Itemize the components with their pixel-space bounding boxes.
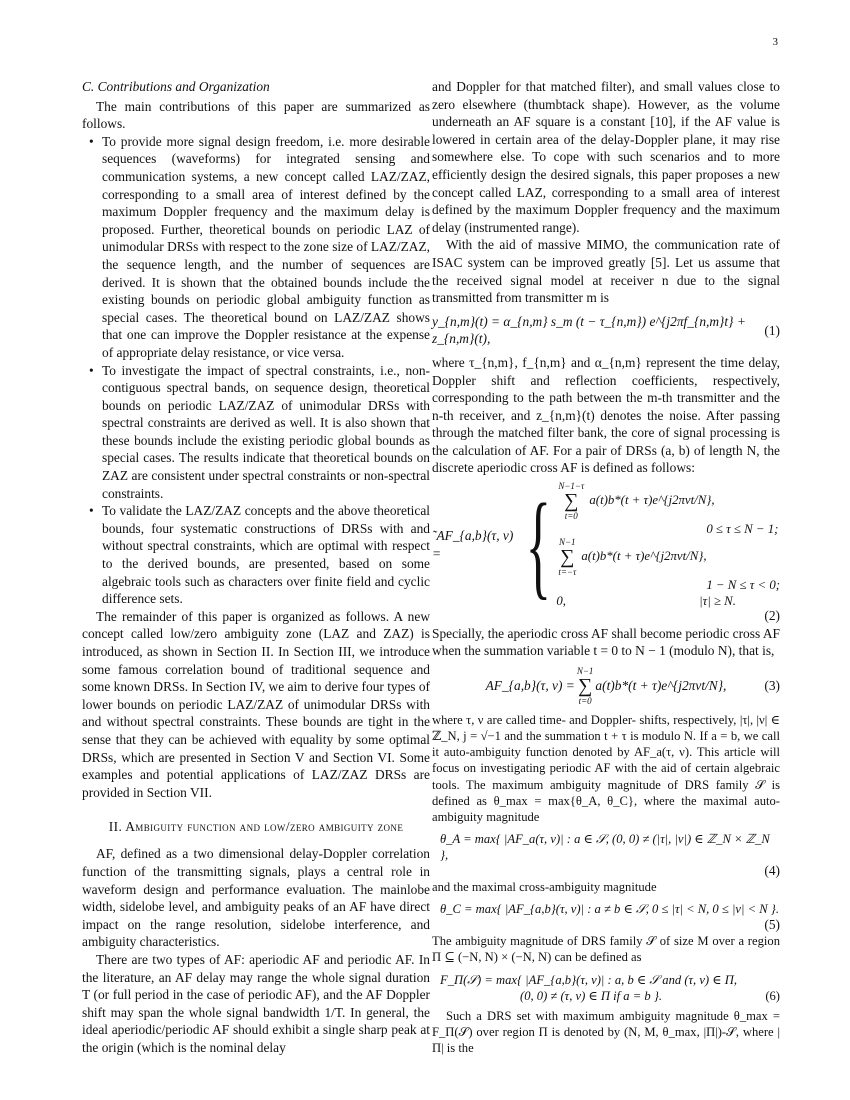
case-1 — [556, 481, 780, 521]
equation-5 — [432, 901, 780, 917]
contribution-item: • To investigate the impact of spectral constraints, i.e., non-contiguous spectral bands, on sequence design, theoretical bounds on periodic LAZ/ZAZ of unimodular DRSs with spectral constraints are derived as well. It is also shown that these bounds include the existing periodic global bounds as special cases. The results indicate that theoretical bounds on ZAZ are consistent under spectral constraints or non-spectral constraints. — [102, 362, 430, 503]
section-title: II. Ambiguity function and low/zero ambiguity zone — [108, 819, 404, 835]
equation-3-rhs: a(t)b*(t + τ)e^{j2πνt/N}, — [595, 678, 727, 694]
right-column — [432, 78, 780, 1057]
equation-1-number: (1) — [764, 322, 780, 338]
specially-paragraph: Specially, the aperiodic cross AF shall become periodic cross AF when the summation variable t = 0 to N − 1 (modulo N), that is, — [432, 625, 780, 659]
sum-upper-limit: N−1−τ — [558, 481, 585, 492]
equation-3-number: (3) — [764, 678, 780, 694]
mimo-paragraph: With the aid of massive MIMO, the communication rate of ISAC system can be improved greatly [5]. Let us assume that the received signal model at receiver n due to the signal transmitted from transmitter m is — [432, 237, 780, 306]
continuation-paragraph: and Doppler for that matched filter), and small values close to zero elsewhere (thumbtack shape). However, as the volume underneath an AF square is a constant [10], if the AF value is lowered in certain area of the delay-Doppler plane, it may rise somewhere else. To cope with such scenarios and to more efficiently design the desired signals, this paper proposes a new concept called LAZ, corresponding to a small area of interest defined by the maximum Doppler frequency and the maximum delay (instrumented range). — [432, 79, 780, 235]
case-2 — [556, 537, 780, 577]
af-definition-paragraph: AF, defined as a two dimensional delay-Doppler correlation function of the transmitting signals, plays a central role in waveform design and performance evaluation. The mainlobe width, sidelobe level, and ambiguity peaks of an AF have direct impact on the range resolution, sidelobe interference, and ambiguity characteristics. — [82, 846, 430, 950]
sum-lower-limit: t=−τ — [558, 567, 577, 578]
sum-lower-limit: t=0 — [578, 695, 592, 706]
contribution-item: • To validate the LAZ/ZAZ concepts and the above theoretical bounds, four systematic constructions of DRSs with and without spectral constraints, which are optimal with respect to the derived bounds, are presented, based on some algebraic tools such as characters over finite field and cyclic difference sets. — [102, 502, 430, 608]
sum-lower-limit: t=0 — [564, 511, 578, 522]
equation-3-lhs: AF_{a,b}(τ, ν) = — [485, 678, 575, 694]
max-cross-text: and the maximal cross-ambiguity magnitude — [432, 880, 657, 895]
case-1-expression: a(t)b*(t + τ)e^{j2πνt/N}, — [589, 493, 715, 507]
equation-4-body: θ_A = max{ |AF_a(τ, ν)| : a ∈ 𝒮, (0, 0) ≠ (|τ|, |ν|) ∈ ℤ_N × ℤ_N }, — [440, 832, 770, 863]
case-1-condition: 0 ≤ τ ≤ N − 1; — [706, 522, 779, 537]
case-3-condition: |τ| ≥ N. — [699, 594, 736, 609]
equation-6-line-2: (0, 0) ≠ (τ, ν) ∈ Π if a = b }. — [520, 988, 662, 1003]
region-paragraph: The ambiguity magnitude of DRS family 𝒮 of size M over a region Π ⊆ (−N, N) × (−N, N) can be defined as — [432, 934, 780, 965]
contribution-item: • To provide more signal design freedom, i.e. more desirable sequences (waveforms) for integrated sensing and communication systems, a new concept called LAZ/ZAZ, corresponding to a small area of interest defined by the maximum Doppler frequency and the maximum delay is proposed. Further, theoretical bounds on periodic LAZ of unimodular DRSs with respect to the zone size of LAZ/ZAZ, the sequence length, and the number of sequences are derived. It is shown that the obtained bounds include the existing bounds on periodic global ambiguity function as special cases. The theoretical bound on LAZ/ZAZ shows that one can improve the Doppler resistance at the expense of appropriate delay resistance, or vice versa. — [102, 133, 430, 362]
case-2-condition: 1 − N ≤ τ < 0; — [706, 578, 780, 593]
case-3 — [556, 593, 780, 609]
organization-paragraph: The remainder of this paper is organized as follows. A new concept called low/zero ambiguity zone (LAZ and ZAZ) is introduced, as shown in Section II. In Section III, we introduce some famous correlation bound of traditional sequence and some known DRSs. In Section IV, we aim to derive four types of lower bounds on periodic LAZ/ZAZ of unimodular DRSs with and without spectral constraints. These bounds are tight in the sense that they can be achieved with equality by some optimal DRSs, which are presented in Section V and Section VI. Some examples and potential applications of LAZ/ZAZ DRSs are provided in Section VII. — [82, 608, 430, 800]
last-paragraph: Such a DRS set with maximum ambiguity magnitude θ_max = F_Π(𝒮) over region Π is denoted by (N, M, θ_max, |Π|)-𝒮, where |Π| is the — [432, 1009, 780, 1056]
equation-6-number: (6) — [765, 988, 780, 1003]
equation-5-body: θ_C = max{ |AF_{a,b}(τ, ν)| : a ≠ b ∈ 𝒮, 0 ≤ |τ| < N, 0 ≤ |ν| < N }. — [440, 902, 779, 917]
equation-6-line-2-row — [440, 988, 780, 1004]
contributions-intro: The main contributions of this paper are summarized as follows. — [82, 98, 430, 132]
contributions-list — [82, 133, 430, 608]
equation-2-number: (2) — [764, 608, 780, 624]
where-tau-paragraph: where τ, ν are called time- and Doppler- shifts, respectively, |τ|, |ν| ∈ ℤ_N, j = √−1 and the summation t + τ is modulo N. If a = b, we call it auto-ambiguity function denoted by AF_a(τ, ν). This article will focus on investigating periodic AF with the aid of certain algebraic tools. The maximum ambiguity magnitude of DRS family 𝒮 is defined as θ_max = max{θ_A, θ_C}, where the maximal auto-ambiguity magnitude — [432, 712, 780, 825]
equation-4-number: (4) — [764, 862, 780, 878]
equation-1 — [432, 313, 780, 348]
case-3-expression: 0, — [556, 594, 566, 609]
af-types-paragraph: There are two types of AF: aperiodic AF and periodic AF. In the literature, an AF delay may range the whole signal duration T (or full period in the case of periodic AF), and the AF Doppler shift may span the whole signal bandwidth 1/T. In general, the ideal aperiodic/periodic AF should exhibit a single sharp peak at the origin (which is the nominal delay — [82, 951, 430, 1055]
equation-6 — [440, 972, 780, 1004]
page-number: 3 — [772, 36, 778, 48]
after-eq1-paragraph: where τ_{n,m}, f_{n,m} and α_{n,m} represent the time delay, Doppler shift and reflection coefficients, respectively, corresponding to the path between the m-th transmitter and the n-th receiver, and z_{n,m}(t) denotes the noise. After passing through the matched filter bank, the core of signal processing is the calculation of AF. For a pair of DRSs (a, b) of length N, the discrete aperiodic cross AF is defined as follows: — [432, 354, 780, 476]
case-2-expression: a(t)b*(t + τ)e^{j2πνt/N}, — [581, 549, 707, 563]
sum-upper-limit: N−1 — [558, 537, 576, 548]
summation-icon: N−1−τ ∑ t=0 — [558, 481, 585, 522]
equation-4 — [432, 831, 780, 863]
equation-5-number: (5) — [764, 916, 780, 932]
subsection-title: C. Contributions and Organization — [82, 79, 270, 94]
left-column — [82, 78, 430, 1056]
summation-icon: N−1 ∑ t=0 — [576, 665, 594, 706]
equation-1-body: y_{n,m}(t) = α_{n,m} s_m (t − τ_{n,m}) e^{j2πf_{n,m}t} + z_{n,m}(t), — [432, 313, 746, 347]
equation-2-lhs: ˜AF_{a,b}(τ, ν) = — [432, 528, 514, 562]
equation-2 — [432, 481, 780, 609]
equation-2-cases — [556, 481, 780, 609]
equation-6-line-1: F_Π(𝒮) = max{ |AF_{a,b}(τ, ν)| : a, b ∈ 𝒮 and (τ, ν) ∈ Π, — [440, 972, 737, 987]
sum-upper-limit: N−1 — [576, 665, 594, 676]
left-brace-icon: { — [525, 479, 551, 611]
summation-icon: N−1 ∑ t=−τ — [558, 537, 577, 578]
equation-3 — [432, 666, 780, 706]
